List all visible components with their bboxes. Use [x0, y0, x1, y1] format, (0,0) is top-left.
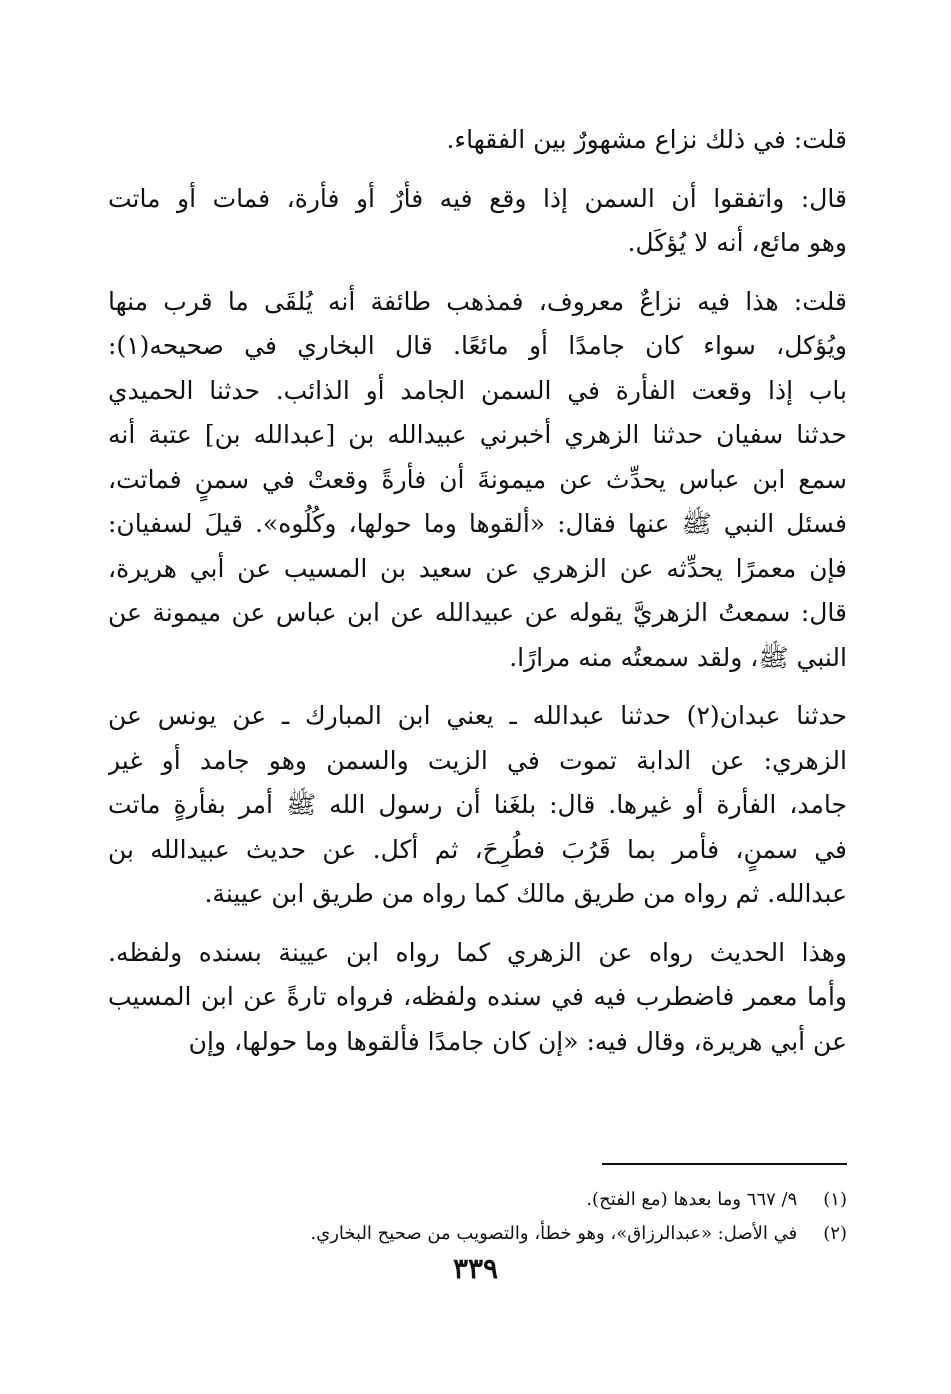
text-line: الزهري: عن الدابة تموت في الزيت والسمن وهو جامد أو غير	[108, 745, 847, 775]
text-line: قال: واتفقوا أن السمن إذا وقع فيه فأرٌ أو فأرة، فمات أو ماتت	[108, 183, 847, 213]
footnote-1-text: ٩/ ٦٦٧ وما بعدها (مع الفتح).	[586, 1189, 798, 1210]
text-line: قال: سمعتُ الزهريَّ يقوله عن عبيدالله عن ابن عباس عن ميمونة عن	[108, 598, 847, 627]
paragraph	[108, 931, 847, 1065]
text-line: قلت: في ذلك نزاع مشهورٌ بين الفقهاء.	[446, 125, 847, 154]
text-line: باب إذا وقعت الفأرة في السمن الجامد أو الذائب. حدثنا الحميدي	[108, 375, 847, 405]
text-line: عن أبي هريرة، وقال فيه: «إن كان جامدًا فألقوها وما حولها، وإن	[188, 1026, 847, 1056]
text-line: وهذا الحديث رواه عن الزهري كما رواه ابن عيينة بسنده ولفظه.	[108, 937, 847, 967]
text-line: ويُؤكل، سواء كان جامدًا أو مائعًا. قال البخاري في صحيحه(١):	[108, 331, 847, 360]
text-line: عبدالله. ثم رواه من طريق مالك كما رواه من طريق ابن عيينة.	[204, 879, 847, 908]
footnote-2-number: (٢)	[823, 1223, 847, 1244]
text-line: في سمنٍ، فأمر بما قَرُبَ فطُرِحَ، ثم أكل. عن حديث عبيدالله بن	[108, 834, 847, 864]
footnote-1-number: (١)	[823, 1189, 847, 1210]
text-line: النبي ﷺ، ولقد سمعتُه منه مرارًا.	[509, 642, 847, 672]
text-line: جامد، الفأرة أو غيرها. قال: بلغَنا أن رسول الله ﷺ أمر بفأرةٍ ماتت	[108, 790, 847, 819]
text-line: وأما معمر فاضطرب فيه في سنده ولفظه، فرواه تارةً عن ابن المسيب	[108, 982, 847, 1011]
text-line: فسئل النبي ﷺ عنها فقال: «ألقوها وما حولها، وكُلُوه». قيلَ لسفيان:	[108, 509, 847, 538]
body-text	[108, 118, 847, 1064]
text-line: سمع ابن عباس يحدِّث عن ميمونةَ أن فأرةً وقعتْ في سمنٍ فماتت،	[108, 464, 847, 494]
footnotes	[107, 1183, 847, 1251]
text-line: وهو مائع، أنه لا يُؤكَل.	[627, 228, 847, 257]
paragraph	[108, 118, 847, 163]
footnote-2-text: في الأصل: «عبدالرزاق»، وهو خطأ، والتصويب من صحيح البخاري.	[310, 1223, 798, 1244]
text-line: فإن معمرًا يحدِّثه عن الزهري عن سعيد بن المسيب عن أبي هريرة،	[108, 553, 847, 583]
paragraph	[108, 694, 847, 917]
page-number: ٣٣٩	[452, 1252, 499, 1285]
footnote-2	[107, 1217, 847, 1251]
text-line: حدثنا سفيان حدثنا الزهري أخبرني عبيدالله بن [عبدالله بن] عتبة أنه	[108, 420, 847, 449]
footnote-separator	[602, 1163, 847, 1165]
footnote-1	[107, 1183, 847, 1217]
text-line: قلت: هذا فيه نزاعٌ معروف، فمذهب طائفة أنه يُلقَى ما قرب منها	[108, 286, 847, 316]
paragraph	[108, 280, 847, 681]
paragraph	[108, 177, 847, 266]
text-line: حدثنا عبدان(٢) حدثنا عبدالله ـ يعني ابن المبارك ـ عن يونس عن	[108, 701, 847, 730]
